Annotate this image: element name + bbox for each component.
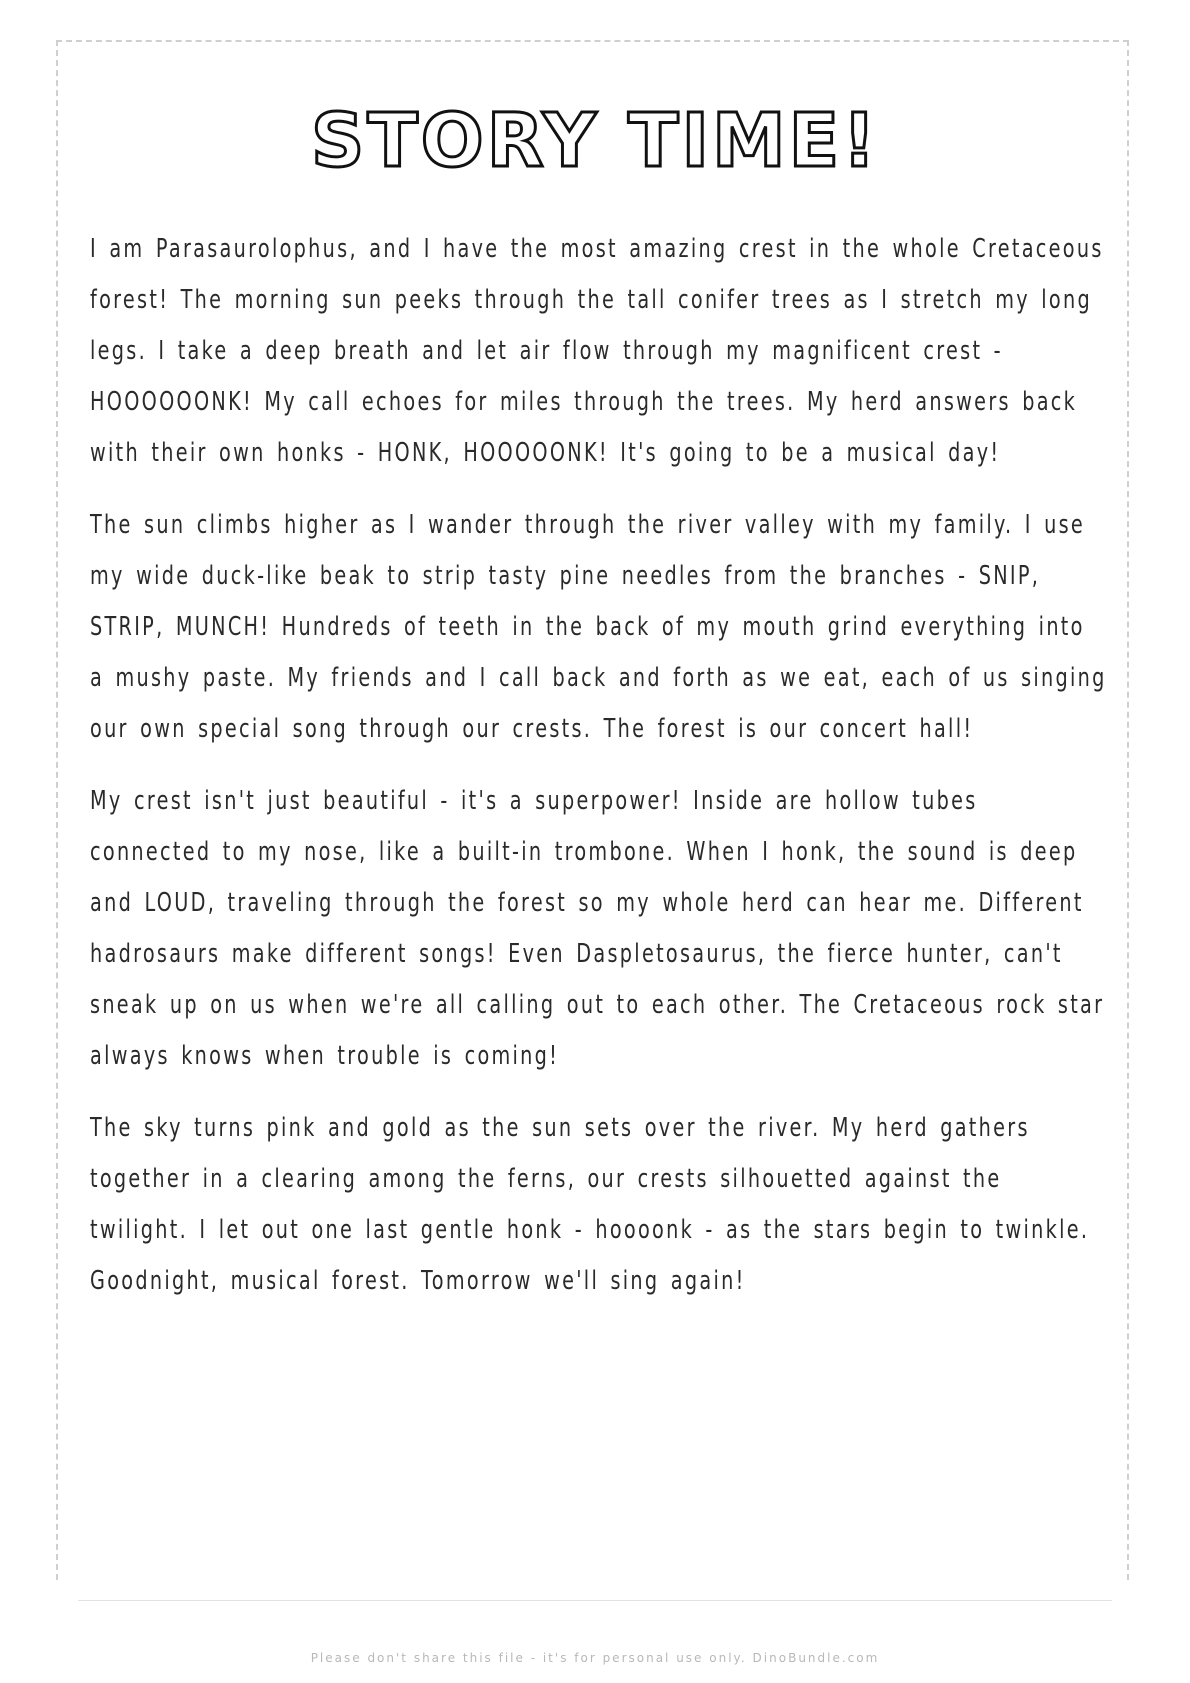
story-paragraph: I am Parasaurolophus, and I have the most amazing crest in the whole Cretaceous forest! The morning sun peeks through the tall conifer trees as I stretch my long legs. I take a deep breath and let air flow through my magnificent crest - HOOOOOONK! My call echoes for miles through the trees. My herd answers back with their own honks - HONK, HOOOOONK! It's going to be a musical day! [90, 234, 1104, 468]
story-paragraph: The sky turns pink and gold as the sun sets over the river. My herd gathers together in a clearing among the ferns, our crests silhouetted against the twilight. I let out one last gentle honk - hoooonk - as the stars begin to twinkle. Goodnight, musical forest. Tomorrow we'll sing again! [90, 1113, 1090, 1296]
story-paragraph: My crest isn't just beautiful - it's a superpower! Inside are hollow tubes connected to my nose, like a built-in trombone. When I honk, the sound is deep and LOUD, traveling through the forest so my whole herd can hear me. Different hadrosaurs make different songs! Even Daspletosaurus, the fierce hunter, can't sneak up on us when we're all calling out to each other. The Cretaceous rock star always knows when trouble is coming! [90, 786, 1105, 1071]
page-title: STORY TIME! [311, 98, 879, 184]
story-paragraph: The sun climbs higher as I wander through the river valley with my family. I use my wide duck-like beak to strip tasty pine needles from the branches - SNIP, STRIP, MUNCH! Hundreds of teeth in the back of my mouth grind everything into a mushy paste. My friends and I call back and forth as we eat, each of us singing our own special song through our crests. The forest is our concert hall! [90, 510, 1107, 744]
footer-divider [78, 1600, 1112, 1601]
footer-note: Please don't share this file - it's for personal use only. DinoBundle.com [310, 1651, 880, 1665]
story-body [90, 224, 1110, 1328]
